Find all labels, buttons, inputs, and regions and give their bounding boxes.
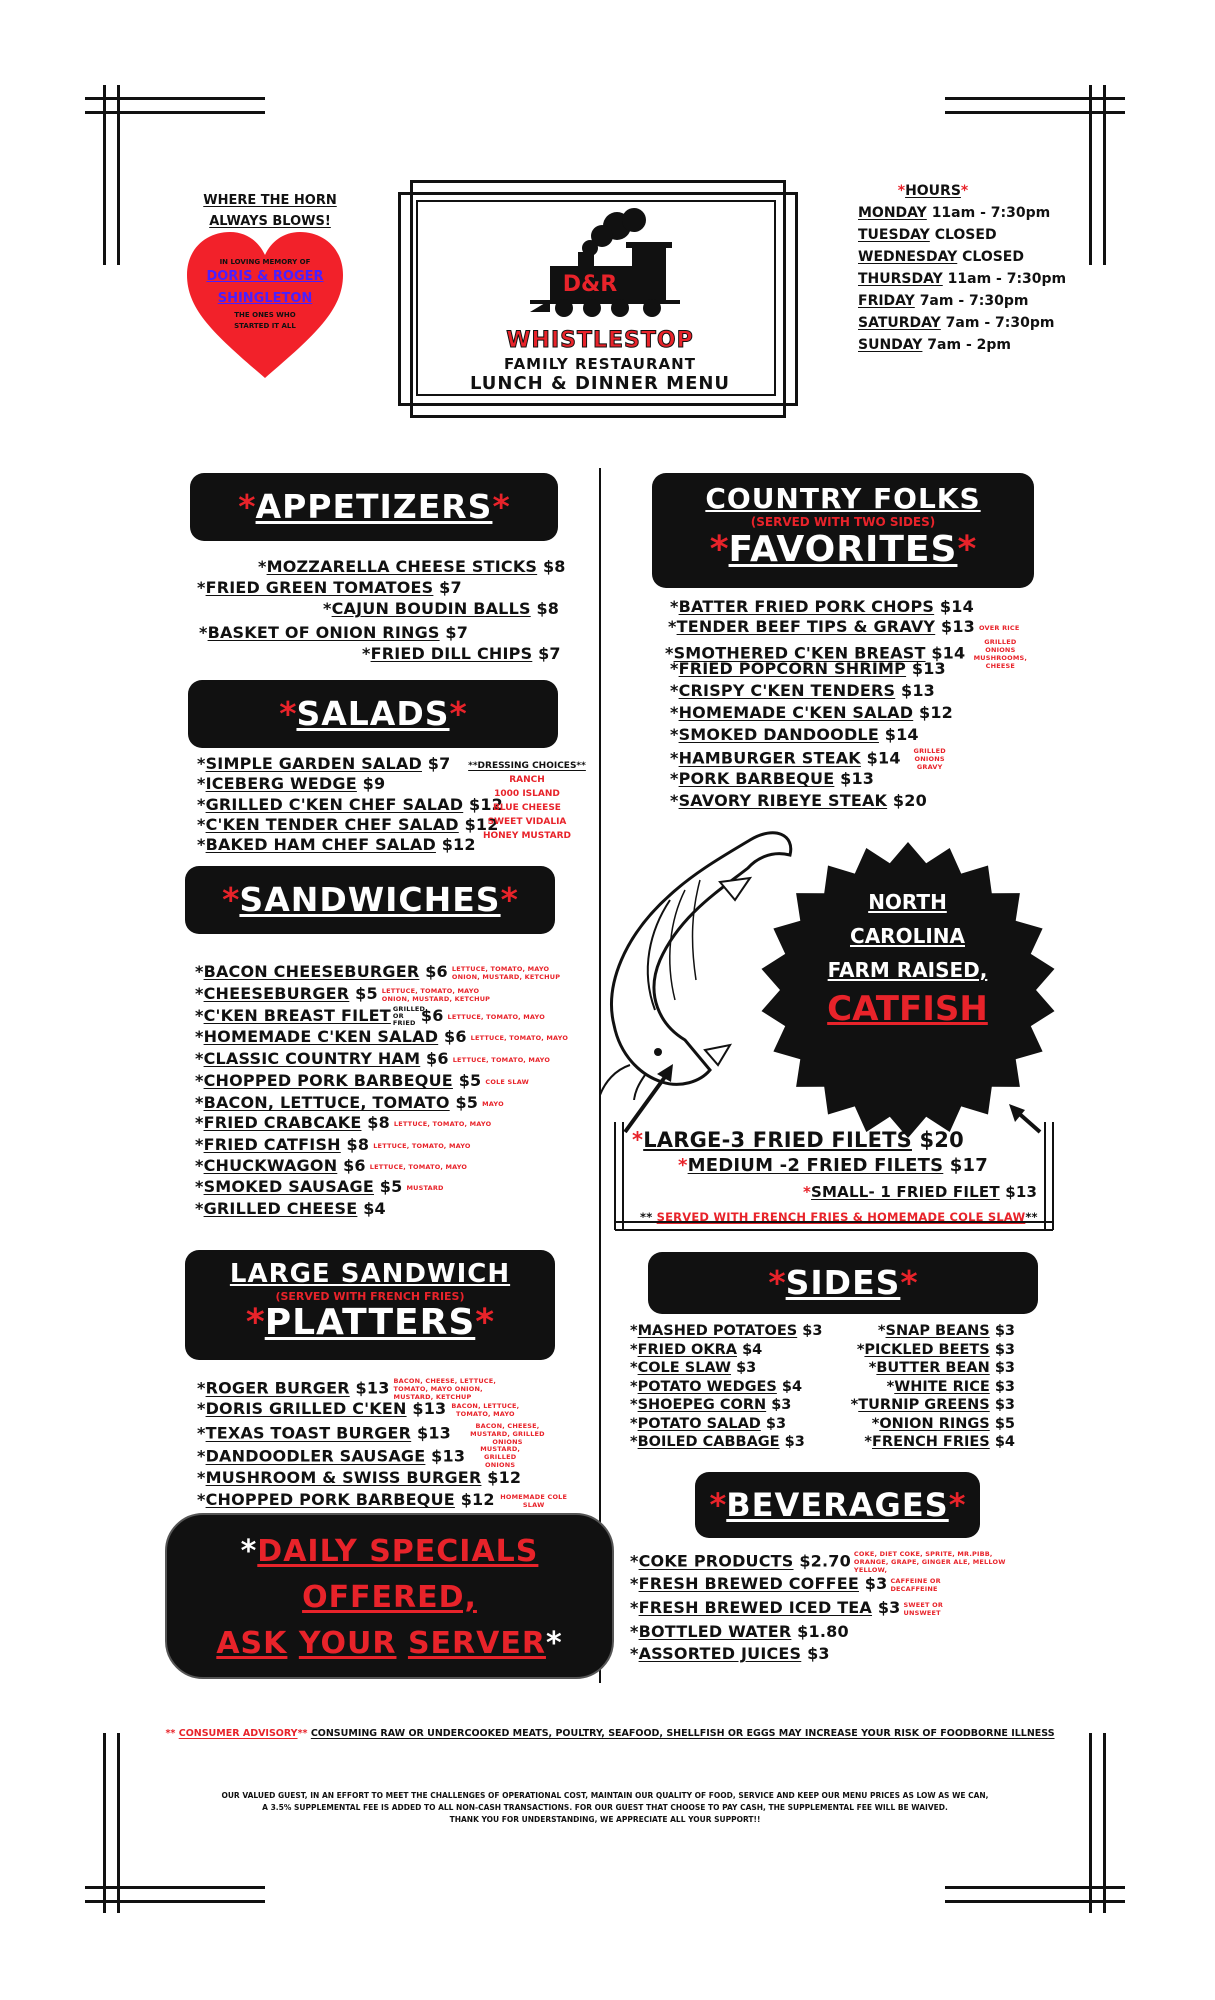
menu-item: *FRIED CATFISH $8 LETTUCE, TOMATO, MAYO [195,1135,471,1154]
logo-title [400,328,800,394]
logo-initials: D&R [562,272,618,297]
dressing-option: RANCH [509,775,545,785]
catfish-served-with: ** SERVED WITH FRENCH FRIES & HOMEMADE COLE SLAW** [640,1210,1038,1224]
menu-item: *FRIED GREEN TOMATOES $7 [197,578,462,597]
menu-item: *FRIED DILL CHIPS $7 [362,644,561,663]
hours-panel [858,180,1066,356]
beverage-item: *BOTTLED WATER $1.80 [630,1622,849,1641]
side-item: *TURNIP GREENS $3 [850,1397,1015,1413]
menu-item: *HOMEMADE C'KEN SALAD $12 [670,703,953,722]
dressing-option: SWEET VIDALIA [487,817,567,827]
side-item: *POTATO SALAD $3 [630,1415,787,1432]
catfish-option: *MEDIUM -2 FRIED FILETS $17 [678,1155,988,1176]
side-item: *BUTTER BEAN $3 [868,1360,1015,1376]
daily-specials-line-1: DAILY SPECIALS [257,1534,539,1569]
sides-left-column [630,1322,822,1452]
side-item: *BOILED CABBAGE $3 [630,1434,805,1450]
beverage-item: *ASSORTED JUICES $3 [630,1644,830,1663]
restaurant-subtitle: FAMILY RESTAURANT [504,355,696,373]
consumer-advisory: ** CONSUMER ADVISORY** CONSUMING RAW OR UNDERCOOKED MEATS, POULTRY, SEAFOOD, SHELLFISH OR EGGS MAY INCREASE YOUR RISK OF FOODBORNE ILLNESS [165,1728,1055,1739]
beverage-item: *FRESH BREWED COFFEE $3 CAFFEINE OR DECAFFEINE [630,1574,941,1593]
side-item: *POTATO WEDGES $4 [630,1378,803,1395]
platters-header: LARGE SANDWICH (SERVED WITH FRENCH FRIES) *PLATTERS* [185,1250,555,1360]
daily-specials-box: *DAILY SPECIALS OFFERED, ASK YOUR SERVER* [165,1513,614,1679]
menu-item: *CHEESEBURGER $5 LETTUCE, TOMATO, MAYO ONION, MUSTARD, KETCHUP [195,984,491,1003]
menu-item: *HAMBURGER STEAK $14 GRILLED ONIONS GRAVY [670,747,946,771]
favorites-header: COUNTRY FOLKS (SERVED WITH TWO SIDES) *FAVORITES* [652,473,1034,588]
hours-row: THURSDAY 11am - 7:30pm [858,271,1067,287]
appetizers-header: *APPETIZERS* [190,473,558,541]
dressing-title: **DRESSING CHOICES** [468,761,586,771]
menu-item: *SMOKED SAUSAGE $5 MUSTARD [195,1177,444,1196]
beverage-item: *FRESH BREWED ICED TEA $3 SWEET OR UNSWEET [630,1598,944,1617]
side-item: *PICKLED BEETS $3 [856,1341,1015,1358]
tagline-line-2: ALWAYS BLOWS! [209,214,331,229]
tagline-line-1: WHERE THE HORN [203,193,337,208]
memorial-names-1: DORIS & ROGER [206,269,324,284]
restaurant-name: WHISTLESTOP [506,328,694,353]
side-item: *SHOEPEG CORN $3 [630,1397,792,1413]
side-item: *SNAP BEANS $3 [877,1323,1015,1339]
hours-title: *HOURS* [897,183,969,199]
menu-item: *C'KEN TENDER CHEF SALAD $12 [197,815,499,834]
side-item: *WHITE RICE $3 [886,1378,1015,1395]
hours-row: SATURDAY 7am - 7:30pm [858,315,1055,331]
menu-item: *DORIS GRILLED C'KEN $13 BACON, LETTUCE, TOMATO, MAYO [197,1399,520,1418]
menu-item: *CAJUN BOUDIN BALLS $8 [323,599,560,618]
beverage-item: *COKE PRODUCTS $2.70 COKE, DIET COKE, SPRITE, MR.PIBB, ORANGE, GRAPE, GINGER ALE, MELLOW YELLOW, [630,1550,1006,1574]
menu-item: *FRIED CRABCAKE $8 LETTUCE, TOMATO, MAYO [195,1113,492,1132]
menu-item: *TEXAS TOAST BURGER $13 BACON, CHEESE, MUSTARD, GRILLED ONIONS [197,1422,545,1446]
beverages-header: *BEVERAGES* [695,1472,980,1538]
catfish-badge-text [800,885,1015,1031]
memorial-bottom-1: THE ONES WHO [234,311,296,319]
memorial-bottom-2: STARTED IT ALL [234,322,296,330]
menu-item: *TENDER BEEF TIPS & GRAVY $13 OVER RICE [668,617,1020,636]
dressing-choices [462,759,592,843]
menu-title: LUNCH & DINNER MENU [469,373,731,394]
menu-item: *CLASSIC COUNTRY HAM $6 LETTUCE, TOMATO, MAYO [195,1049,551,1068]
catfish-option: *LARGE-3 FRIED FILETS $20 [632,1128,964,1152]
platters-title-top: LARGE SANDWICH [229,1259,511,1289]
side-item: *FRENCH FRIES $4 [864,1434,1015,1450]
menu-item: *CHOPPED PORK BARBEQUE $5 COLE SLAW [195,1071,530,1090]
menu-item: *SMOTHERED C'KEN BREAST $14GRILLED ONIONS MUSHROOMS, CHEESE [665,638,1028,670]
menu-item: *C'KEN BREAST FILET GRILLED OR FRIED $6 LETTUCE, TOMATO, MAYO [195,1005,545,1027]
hours-row: FRIDAY 7am - 7:30pm [858,293,1029,309]
sides-header: *SIDES* [648,1252,1038,1314]
dressing-option: HONEY MUSTARD [482,831,572,841]
menu-item: *CHUCKWAGON $6 LETTUCE, TOMATO, MAYO [195,1156,468,1175]
catfish-line-2: CAROLINA [850,924,965,948]
catfish-option: *SMALL- 1 FRIED FILET $13 [803,1183,1038,1201]
menu-item: *BATTER FRIED PORK CHOPS $14 [670,597,974,616]
side-item: *MASHED POTATOES $3 [630,1323,823,1339]
menu-item: *MOZZARELLA CHEESE STICKS $8 [258,557,566,576]
catfish-line-3: FARM RAISED, [827,958,988,982]
menu-item: *GRILLED CHEESE $4 [195,1199,386,1218]
hours-row: TUESDAY CLOSED [858,227,997,243]
side-item: *COLE SLAW $3 [630,1360,757,1376]
menu-item: *CHOPPED PORK BARBEQUE $12 HOMEMADE COLE SLAW [197,1490,568,1509]
menu-item: *BAKED HAM CHEF SALAD $12 [197,835,476,854]
hours-row: WEDNESDAY CLOSED [858,249,1024,265]
memorial-top: IN LOVING MEMORY OF [219,258,311,266]
train-logo-icon [522,204,692,324]
menu-item: *FRIED POPCORN SHRIMP $13 [670,659,946,678]
menu-item: *HOMEMADE C'KEN SALAD $6 LETTUCE, TOMATO, MAYO [195,1027,569,1046]
salads-header: *SALADS* [188,680,558,748]
fee-line-2: A 3.5% SUPPLEMENTAL FEE IS ADDED TO ALL NON-CASH TRANSACTIONS. FOR OUR GUEST THAT CHOOSE TO PAY CASH, THE SUPPLEMENTAL FEE WILL BE WAIVED. [262,1803,948,1812]
memorial-dedication [205,258,325,332]
menu-item: *BASKET OF ONION RINGS $7 [199,623,469,642]
fee-line-1: OUR VALUED GUEST, IN AN EFFORT TO MEET THE CHALLENGES OF OPERATIONAL COST, MAINTAIN OUR QUALITY OF FOOD, SERVICE AND KEEP OUR MENU PRICES AS LOW AS WE CAN, [221,1791,989,1800]
supplemental-fee-notice [200,1790,1010,1826]
menu-item: *SAVORY RIBEYE STEAK $20 [670,791,927,810]
tagline [180,190,360,232]
menu-item: *BACON, LETTUCE, TOMATO $5 MAYO [195,1093,504,1112]
menu-item: *MUSHROOM & SWISS BURGER $12 [197,1468,522,1487]
dressing-option: 1000 ISLAND [494,789,560,799]
side-item: *FRIED OKRA $4 [630,1341,763,1358]
menu-item: *SIMPLE GARDEN SALAD $7 [197,754,451,773]
side-item: *ONION RINGS $5 [871,1415,1015,1432]
daily-specials-line-2: OFFERED, [302,1580,477,1615]
menu-item: *SMOKED DANDOODLE $14 [670,725,919,744]
menu-item: *PORK BARBEQUE $13 [670,769,875,788]
platters-subtitle: (SERVED WITH FRENCH FRIES) [275,1290,465,1303]
sandwiches-header: *SANDWICHES* [185,866,555,934]
catfish-line-4: CATFISH [827,989,988,1029]
menu-item: *ICEBERG WEDGE $9 [197,774,386,793]
favorites-title-top: COUNTRY FOLKS [705,482,981,515]
menu-item: *ROGER BURGER $13 BACON, CHEESE, LETTUCE, TOMATO, MAYO ONION, MUSTARD, KETCHUP [197,1377,497,1401]
fee-line-3: THANK YOU FOR UNDERSTANDING, WE APPRECIATE ALL YOUR SUPPORT!! [449,1815,761,1824]
favorites-subtitle: (SERVED WITH TWO SIDES) [750,515,936,529]
hours-row: SUNDAY 7am - 2pm [858,337,1011,353]
menu-item: *CRISPY C'KEN TENDERS $13 [670,681,935,700]
menu-item: *GRILLED C'KEN CHEF SALAD $12 [197,795,503,814]
hours-row: MONDAY 11am - 7:30pm [858,205,1051,221]
menu-item: *DANDOODLER SAUSAGE $13 MUSTARD, GRILLED ONIONS [197,1445,521,1469]
menu-item: *BACON CHEESEBURGER $6 LETTUCE, TOMATO, MAYO ONION, MUSTARD, KETCHUP [195,962,561,981]
dressing-option: BLUE CHEESE [493,803,561,813]
catfish-line-1: NORTH [868,890,947,914]
memorial-names-2: SHINGLETON [217,291,313,306]
sides-right-column [850,1322,1015,1452]
